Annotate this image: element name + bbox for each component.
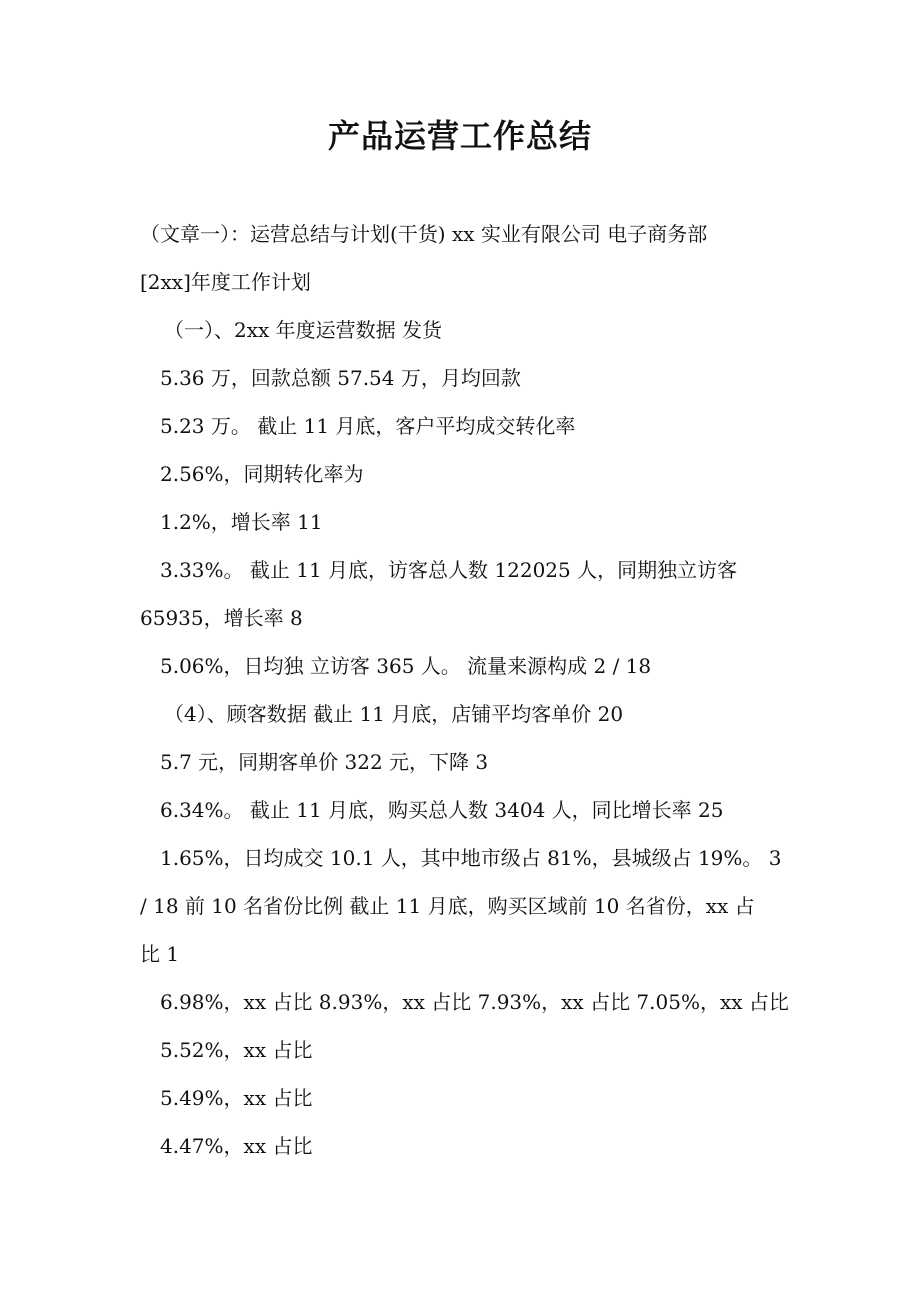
body-line: （一）、2xx 年度运营数据 发货	[164, 318, 442, 342]
body-line: 5.36 万，回款总额 57.54 万，月均回款	[160, 366, 521, 390]
body-line: 5.49%，xx 占比	[160, 1086, 313, 1110]
body-line: 6.98%，xx 占比 8.93%，xx 占比 7.93%，xx 占比 7.05%，xx 占比	[160, 990, 789, 1014]
body-line: 5.23 万。 截止 11 月底，客户平均成交转化率	[160, 414, 576, 438]
body-line: 5.7 元，同期客单价 322 元，下降 3	[160, 750, 489, 774]
body-line: 4.47%，xx 占比	[160, 1134, 313, 1158]
body-line: （文章一）：运营总结与计划(干货) xx 实业有限公司 电子商务部	[140, 222, 708, 246]
body-line: 3.33%。 截止 11 月底，访客总人数 122025 人，同期独立访客	[160, 558, 738, 582]
body-line: 5.06%，日均独 立访客 365 人。 流量来源构成 2 / 18	[160, 654, 652, 678]
body-line: 1.2%，增长率 11	[160, 510, 323, 534]
body-line: （4）、顾客数据 截止 11 月底，店铺平均客单价 20	[164, 702, 624, 726]
body-line: 5.52%，xx 占比	[160, 1038, 313, 1062]
body-line: [2xx]年度工作计划	[140, 270, 311, 294]
body-line: 1.65%，日均成交 10.1 人，其中地市级占 81%，县城级占 19%。 3	[160, 846, 782, 870]
body-line: 6.34%。 截止 11 月底，购买总人数 3404 人，同比增长率 25	[160, 798, 724, 822]
body-line: 比 1	[140, 942, 180, 966]
document-title: 产品运营工作总结	[327, 117, 592, 155]
body-line: / 18 前 10 名省份比例 截止 11 月底，购买区域前 10 名省份，xx 占	[140, 894, 755, 918]
body-line: 65935，增长率 8	[140, 606, 303, 630]
body-line: 2.56%，同期转化率为	[160, 462, 364, 486]
document-body	[140, 210, 790, 1170]
